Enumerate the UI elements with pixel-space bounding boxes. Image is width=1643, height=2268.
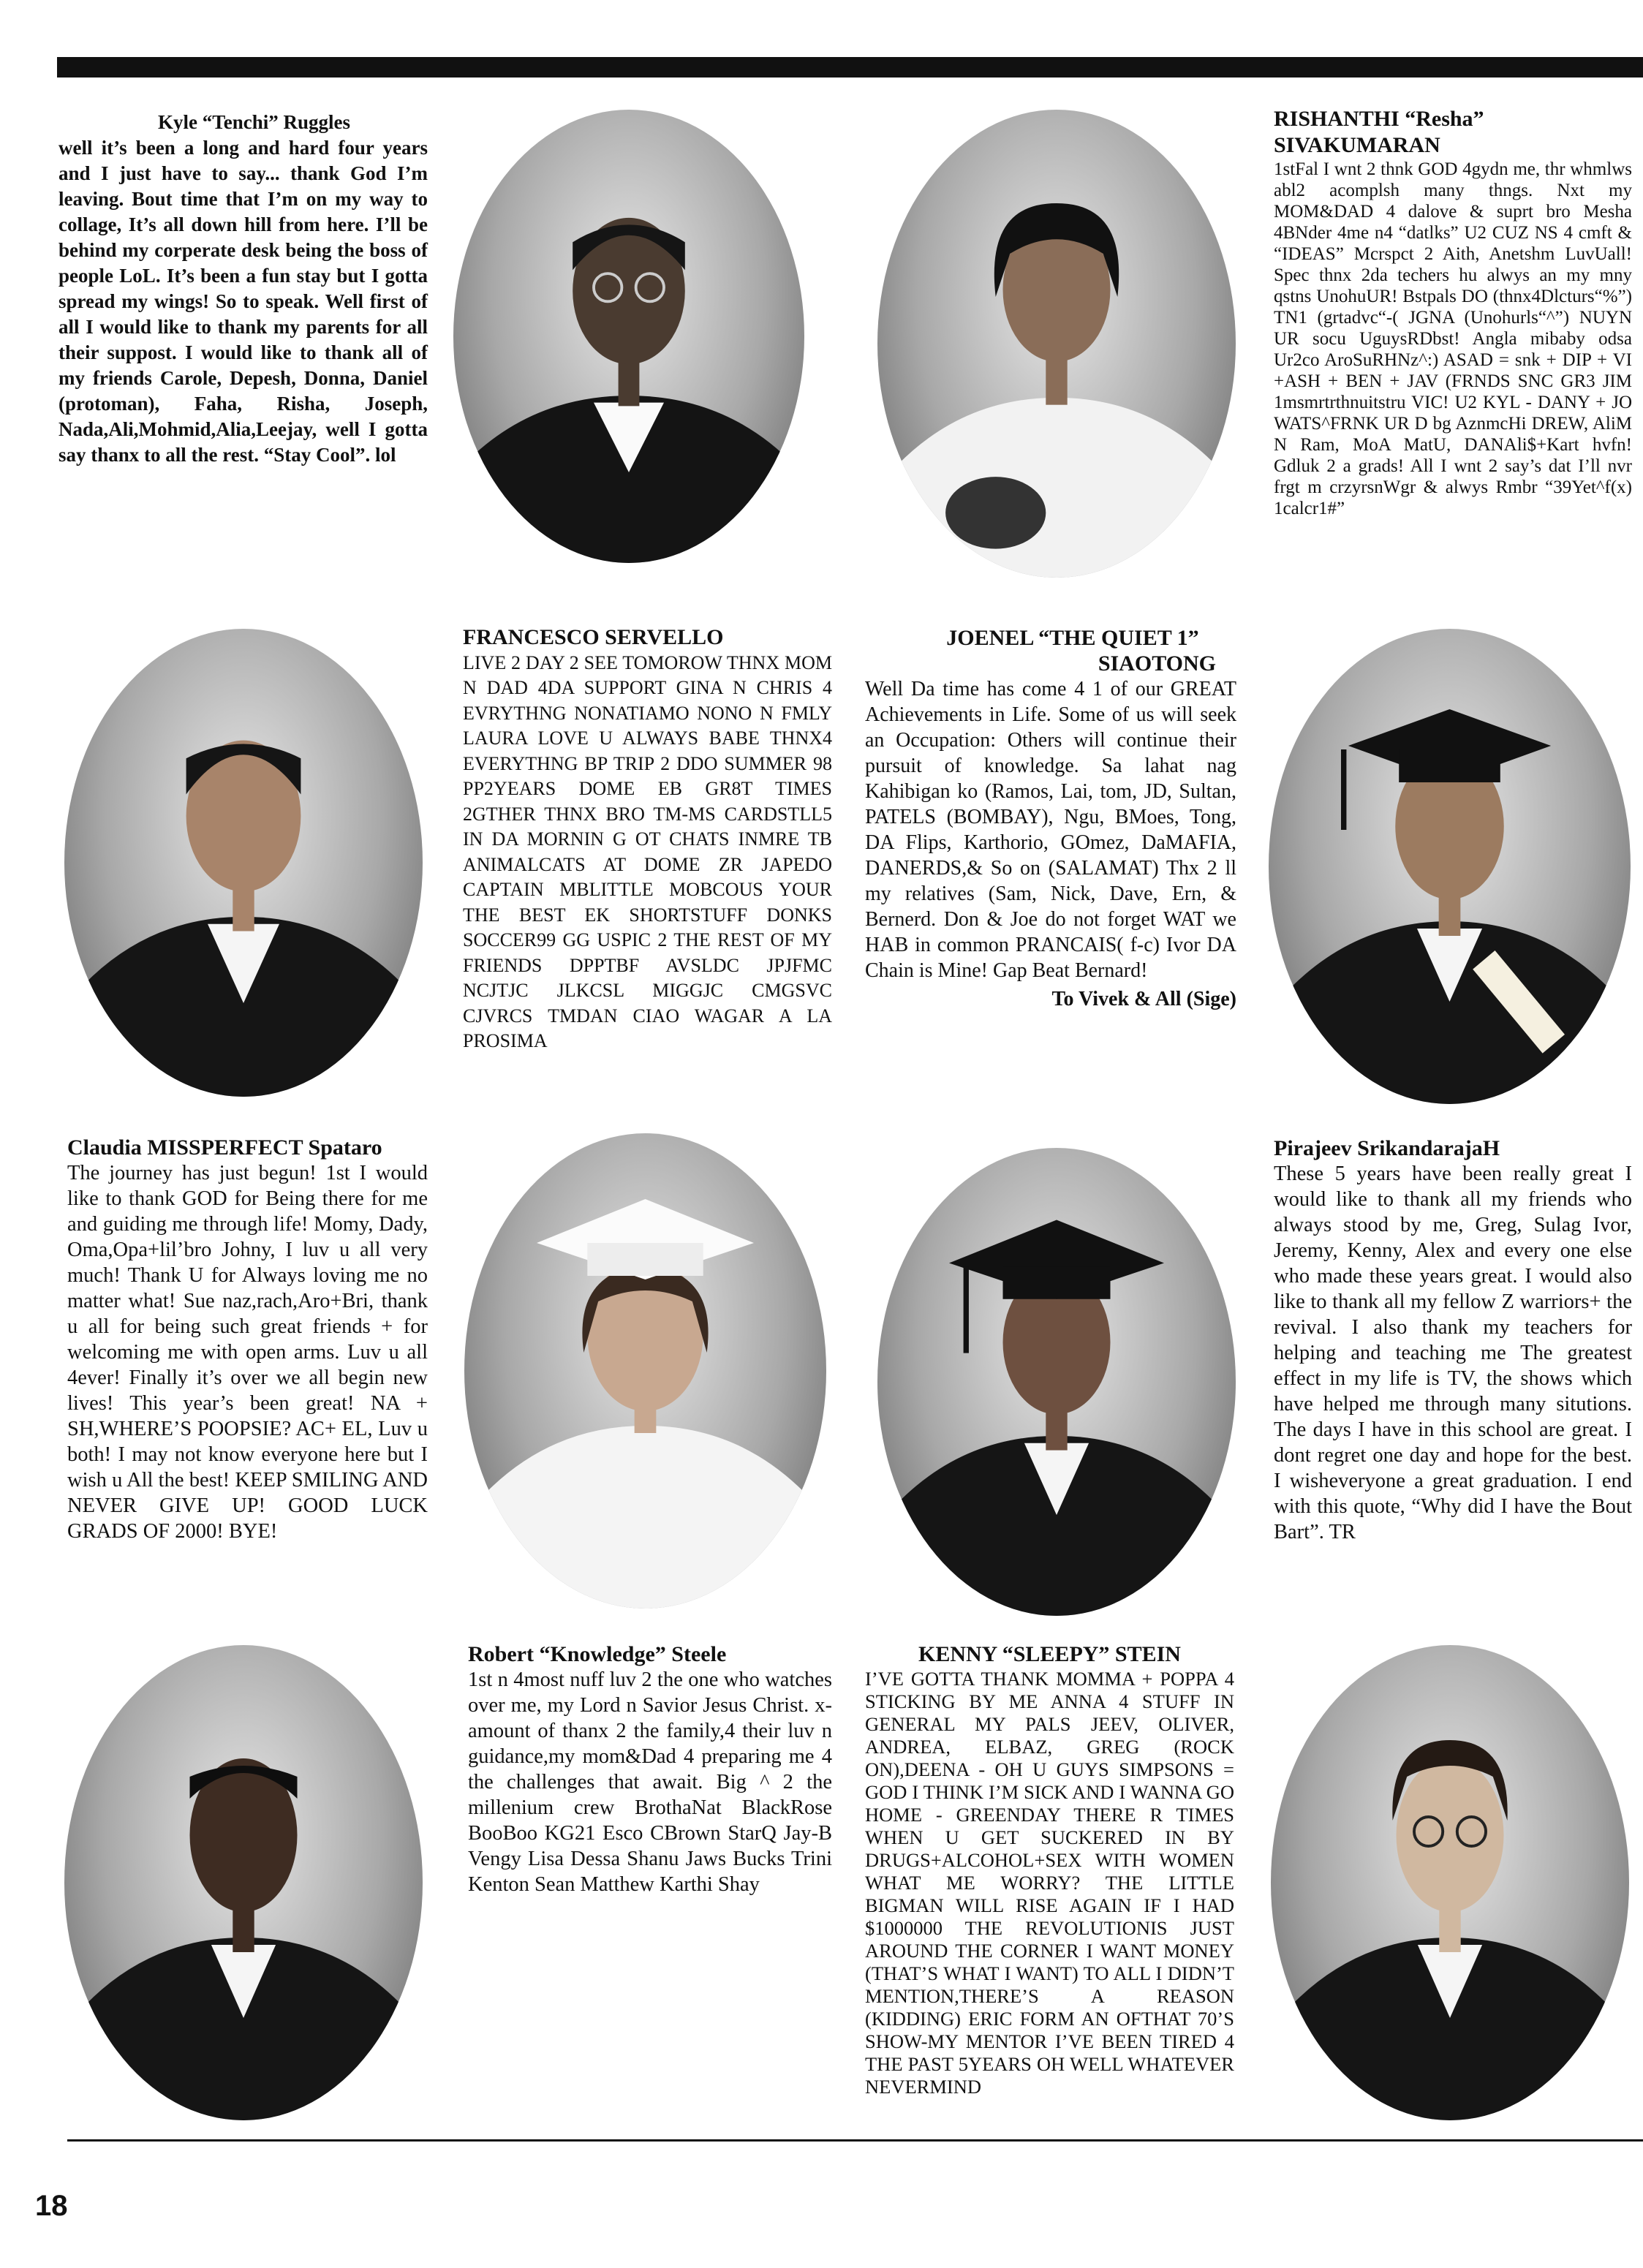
portrait-woman-white-cap <box>464 1133 826 1609</box>
portrait-young-man-glasses <box>1271 1645 1629 2120</box>
portrait-man-cap-diploma <box>1269 629 1631 1104</box>
kyle-name: Kyle “Tenchi” Ruggles <box>157 111 351 133</box>
rishanthi-block <box>1274 106 1632 586</box>
top-border-bar <box>57 57 1643 78</box>
joenel-signoff: To Vivek & All (Sige) <box>1051 988 1236 1010</box>
joenel-text: Well Da time has come 4 1 of our GREAT Achievements in Life. Some of us will seek an Occupation: Others will continue their pursuit of knowledge. Sa lahat nag Kahibigan ko (Ramos, Lai, tom, JD, Sultan, PATELS (BOMBAY), Ngu, BMoes, Tong, DA Flips, Karthorio, GOmez, DaMAFIA, DANERDS,& So on (SALAMAT) Thx 2 ll my relatives (Sam, Nick, Dave, Ern, & Bernerd. Don & Joe do not forget WAT we HAB in common PRANCAIS( f-c) Ivor DA Chain is Mine! Gap Beat Bernard! <box>865 678 1236 982</box>
pirajeev-block <box>1274 1135 1632 1545</box>
claudia-block <box>67 1135 428 1544</box>
pirajeev-text: These 5 years have been really great I would like to thank all my friends who always stood by me, Greg, Sulag Ivor, Jeremy, Kenny, Alex and every one else who made these years great. I would also like to thank all my fellow Z warriors+ the revival. I also thank my teachers for helping and teaching me The greatest effect in my life is TV, the shows which have helped me through many situtions. The days I have in this school are great. I dont regret one day and hope for the best. I wisheveryone a great graduation. I end with this quote, “Why did I have the Bout Bart”. TR <box>1274 1163 1632 1543</box>
kenny-name: KENNY “SLEEPY” STEIN <box>918 1642 1181 1666</box>
page-number: 18 <box>35 2190 68 2222</box>
robert-text: 1st n 4most nuff luv 2 the one who watches over me, my Lord n Savior Jesus Christ. x-amount of thanx 2 the family,4 their luv n guidance,my mom&Dad 4 preparing me 4 the challenges that await. Big ^ 2 the millenium crew BrothaNat BlackRose BooBoo KG21 Esco CBrown StarQ Jay-B Vengy Lisa Dessa Shanu Jaws Bucks Trini Kenton Sean Matthew Karthi Shay <box>468 1668 832 1896</box>
kyle-text: well it’s been a long and hard four years and I just have to say... thank God I’m leaving. Bout time that I’m on my way to collage, It’s all down hill from here. I’ll be behind my corperate desk being the boss of people LoL. It’s been a fun stay but I gotta spread my wings! So to speak. Well first of all I would like to thank my parents for all their suppost. I would like to thank all of my friends Carole, Depesh, Donna, Daniel (protoman), Faha, Risha, Joseph, Nada,Ali,Mohmid,Alia,Leejay, well I gotta say thanx to all the rest. “Stay Cool”. lol <box>58 137 428 466</box>
bottom-rule <box>67 2139 1643 2142</box>
portrait-woman-flowers <box>877 110 1236 578</box>
pirajeev-name: Pirajeev SrikandarajaH <box>1274 1136 1500 1160</box>
rishanthi-name-line1: RISHANTHI “Resha” <box>1274 107 1484 131</box>
portrait-man-glasses <box>453 110 804 563</box>
kyle-block <box>58 110 428 468</box>
kenny-block <box>865 1641 1234 2098</box>
portrait-young-man <box>64 629 423 1097</box>
rishanthi-text: 1stFal I wnt 2 thnk GOD 4gydn me, thr whmlws abl2 acomplsh many thngs. Nxt my MOM&DAD 4 dalove & suprt bro Mesha 4BNder 4me n4 “datlks” U2 CUZ NS 4 cmft & “IDEAS” Mcrspct 2 Aith, Anetshm LuvUall! Spec thnx 2da techers hu alwys an my mny qstns UnohuUR! Bstpals DO (thnx4Dlcturs“%”) TN1 (grtadvc“-( JGNA (Unohurls“^”) NUYN UR socu UguysRDbst! Angla mibaby odsa Ur2co AroSuRHNz^:) ASAD = snk + DIP + VI +ASH + BEN + JAV (FRNDS SNC GR3 JIM 1msmrtrthnuitstru VIC! U2 KYL - DANY + JO WATS^FRNK UR D bg AznmcHi DREW, AliM N Ram, MoA MatU, DANAli$+Kart hvfn! Gdluk 2 a grads! All I wnt 2 say’s dat I’ll nvr frgt m crzyrsnWgr & alwys Rmbr “39Yet^f(x) 1calcr1#” <box>1274 159 1632 518</box>
francesco-name: FRANCESCO SERVELLO <box>463 625 724 649</box>
claudia-text: The journey has just begun! 1st I would like to thank GOD for Being there for me and guiding me through life! Momy, Dady, Oma,Opa+lil’bro Johny, I luv u all very much! Thank U for Always loving me no matter what! Sue naz,rach,Aro+Bri, thank u all for being such great friends + for welcoming me with open arms. Luv u all 4ever! Finally it’s over we all begin new lives! This year’s been great! NA + SH,WHERE’S POOPSIE? AC+ EL, Luv u both! I may not know everyone here but I wish u All the best! KEEP SMILING AND NEVER GIVE UP! GOOD LUCK GRADS OF 2000! BYE! <box>67 1162 428 1543</box>
joenel-name-line2: SIAOTONG <box>1098 651 1216 676</box>
robert-block <box>468 1641 832 1897</box>
joenel-block <box>865 625 1236 1012</box>
portrait-man-cap <box>877 1148 1236 1616</box>
robert-name: Robert “Knowledge” Steele <box>468 1642 727 1666</box>
francesco-text: LIVE 2 DAY 2 SEE TOMOROW THNX MOM N DAD 4DA SUPPORT GINA N CHRIS 4 EVRYTHNG NONATIAMO NONO N FMLY LAURA LOVE U ALWAYS BABE THNX4 EVERYTHNG BP TRIP 2 DDO SUMMER 98 PP2YEARS DOME EB GR8T TIMES 2GTHER THNX BRO TM-MS CARDSTLL5 IN DA MORNIN G OT CHATS INMRE TB ANIMALCATS AT DOME ZR JAPEDO CAPTAIN MBLITTLE MOBCOUS YOUR THE BEST EK SHORTSTUFF DONKS SOCCER99 GG USPIC 2 THE REST OF MY FRIENDS DPPTBF AVSLDC JPJFMC NCJTJC JLKCSL MIGGJC CMGSVC CJVRCS TMDAN CIAO WAGAR A LA PROSIMA <box>463 651 832 1051</box>
francesco-block <box>463 625 832 1054</box>
kenny-text: I’VE GOTTA THANK MOMMA + POPPA 4 STICKING BY ME ANNA 4 STUFF IN GENERAL MY PALS JEEV, OLIVER, ANDREA, ELBAZ, GREG (ROCK ON),DEENA - OH U GUYS SIMPSONS = GOD I THINK I’M SICK AND I WANNA GO HOME - GREENDAY THERE R TIMES WHEN U GET SUCKERED IN BY DRUGS+ALCOHOL+SEX WITH WOMEN WHAT ME WORRY? THE LITTLE BIGMAN WILL RISE AGAIN IF I HAD $1000000 THE REVOLUTIONIS JUST AROUND THE CORNER I WANT MONEY (THAT’S WHAT I WANT) TO ALL I DIDN’T MENTION,THERE’S A REASON (KIDDING) ERIC FORM AN OFTHAT 70’S SHOW-MY MENTOR I’VE BEEN TIRED 4 THE PAST 5YEARS OH WELL WHATEVER NEVERMIND <box>865 1668 1234 2098</box>
rishanthi-name-line2: SIVAKUMARAN <box>1274 133 1440 157</box>
claudia-name: Claudia MISSPERFECT Spataro <box>67 1135 382 1160</box>
portrait-young-man-smiling <box>64 1645 423 2120</box>
joenel-name-line1: JOENEL “THE QUIET 1” <box>946 626 1199 650</box>
